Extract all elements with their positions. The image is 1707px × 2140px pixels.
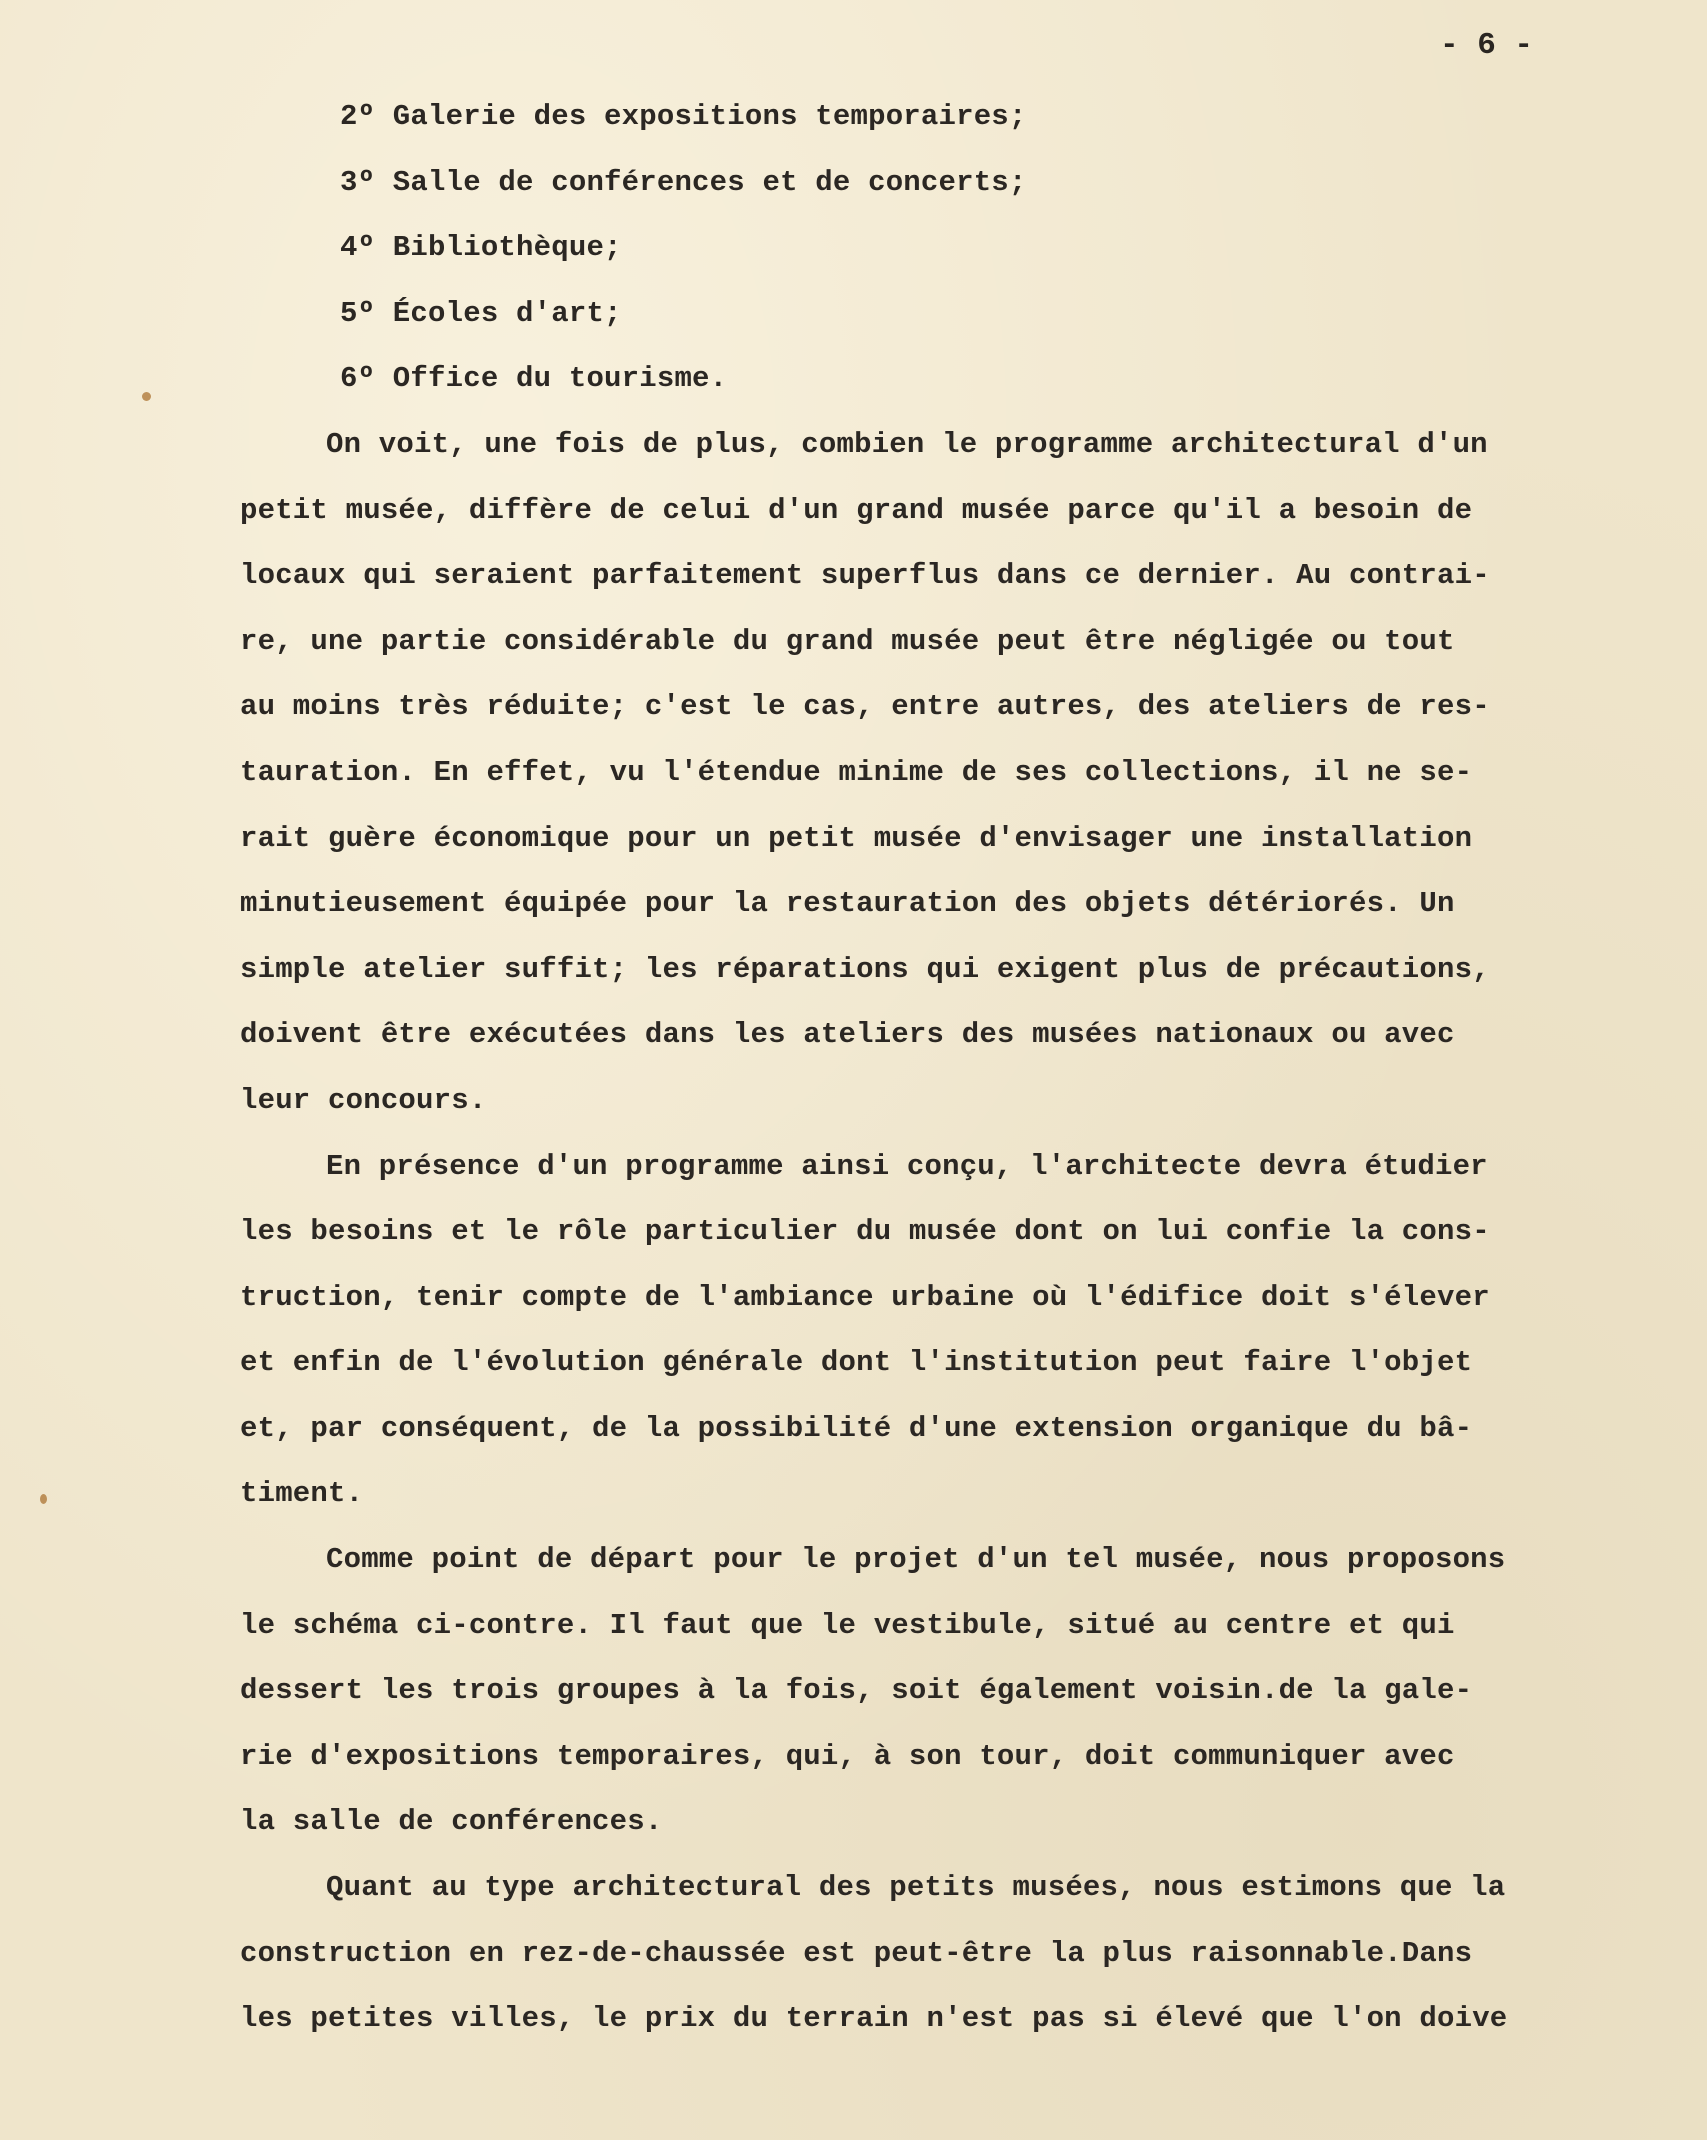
text-line: Comme point de départ pour le projet d'un tel musée, nous proposons [326, 1543, 1506, 1577]
text-line: dessert les trois groupes à la fois, soit également voisin.de la gale- [240, 1674, 1473, 1708]
text-line: simple atelier suffit; les réparations qui exigent plus de précautions, [240, 952, 1490, 986]
list-item: 2º Galerie des expositions temporaires; [340, 100, 1027, 133]
text-line: au moins très réduite; c'est le cas, entre autres, des ateliers de res- [240, 690, 1490, 724]
text-line: re, une partie considérable du grand musée peut être négligée ou tout [240, 624, 1455, 658]
text-line: tauration. En effet, vu l'étendue minime de ses collections, il ne se- [240, 755, 1473, 789]
list-item: 5º Écoles d'art; [340, 296, 622, 330]
list-item: 6º Office du tourisme. [340, 362, 728, 396]
text-line: locaux qui seraient parfaitement superflus dans ce dernier. Au contrai- [240, 559, 1490, 593]
page-number: - 6 - [1440, 28, 1534, 63]
text-line: les petites villes, le prix du terrain n'est pas si élevé que l'on doive [240, 2002, 1508, 2036]
ink-spot [142, 392, 151, 401]
text-line: leur concours. [240, 1083, 487, 1117]
text-line: et, par conséquent, de la possibilité d'une extension organique du bâ- [240, 1411, 1473, 1445]
text-line: timent. [240, 1477, 364, 1511]
text-line: rie d'expositions temporaires, qui, à son tour, doit communiquer avec [240, 1739, 1455, 1773]
list-item: 3º Salle de conférences et de concerts; [340, 165, 1027, 199]
ink-spot [40, 1494, 47, 1504]
text-line: minutieusement équipée pour la restauration des objets détériorés. Un [240, 887, 1455, 921]
body-text [240, 84, 1680, 2052]
text-line: doivent être exécutées dans les ateliers des musées nationaux ou avec [240, 1018, 1455, 1052]
text-line: la salle de conférences. [240, 1805, 663, 1839]
text-line: les besoins et le rôle particulier du musée dont on lui confie la cons- [240, 1215, 1490, 1249]
text-line: construction en rez-de-chaussée est peut-être la plus raisonnable.Dans [240, 1936, 1473, 1970]
text-line: truction, tenir compte de l'ambiance urbaine où l'édifice doit s'élever [240, 1280, 1490, 1314]
list-item: 4º Bibliothèque; [340, 231, 622, 265]
text-line: et enfin de l'évolution générale dont l'institution peut faire l'objet [240, 1346, 1473, 1380]
text-line: petit musée, diffère de celui d'un grand musée parce qu'il a besoin de [240, 493, 1473, 527]
text-line: Quant au type architectural des petits musées, nous estimons que la [326, 1871, 1506, 1905]
text-line: le schéma ci-contre. Il faut que le vestibule, situé au centre et qui [240, 1608, 1455, 1642]
text-line: En présence d'un programme ainsi conçu, l'architecte devra étudier [326, 1149, 1488, 1183]
text-line: On voit, une fois de plus, combien le programme architectural d'un [326, 427, 1488, 461]
text-line: rait guère économique pour un petit musée d'envisager une installation [240, 821, 1473, 855]
